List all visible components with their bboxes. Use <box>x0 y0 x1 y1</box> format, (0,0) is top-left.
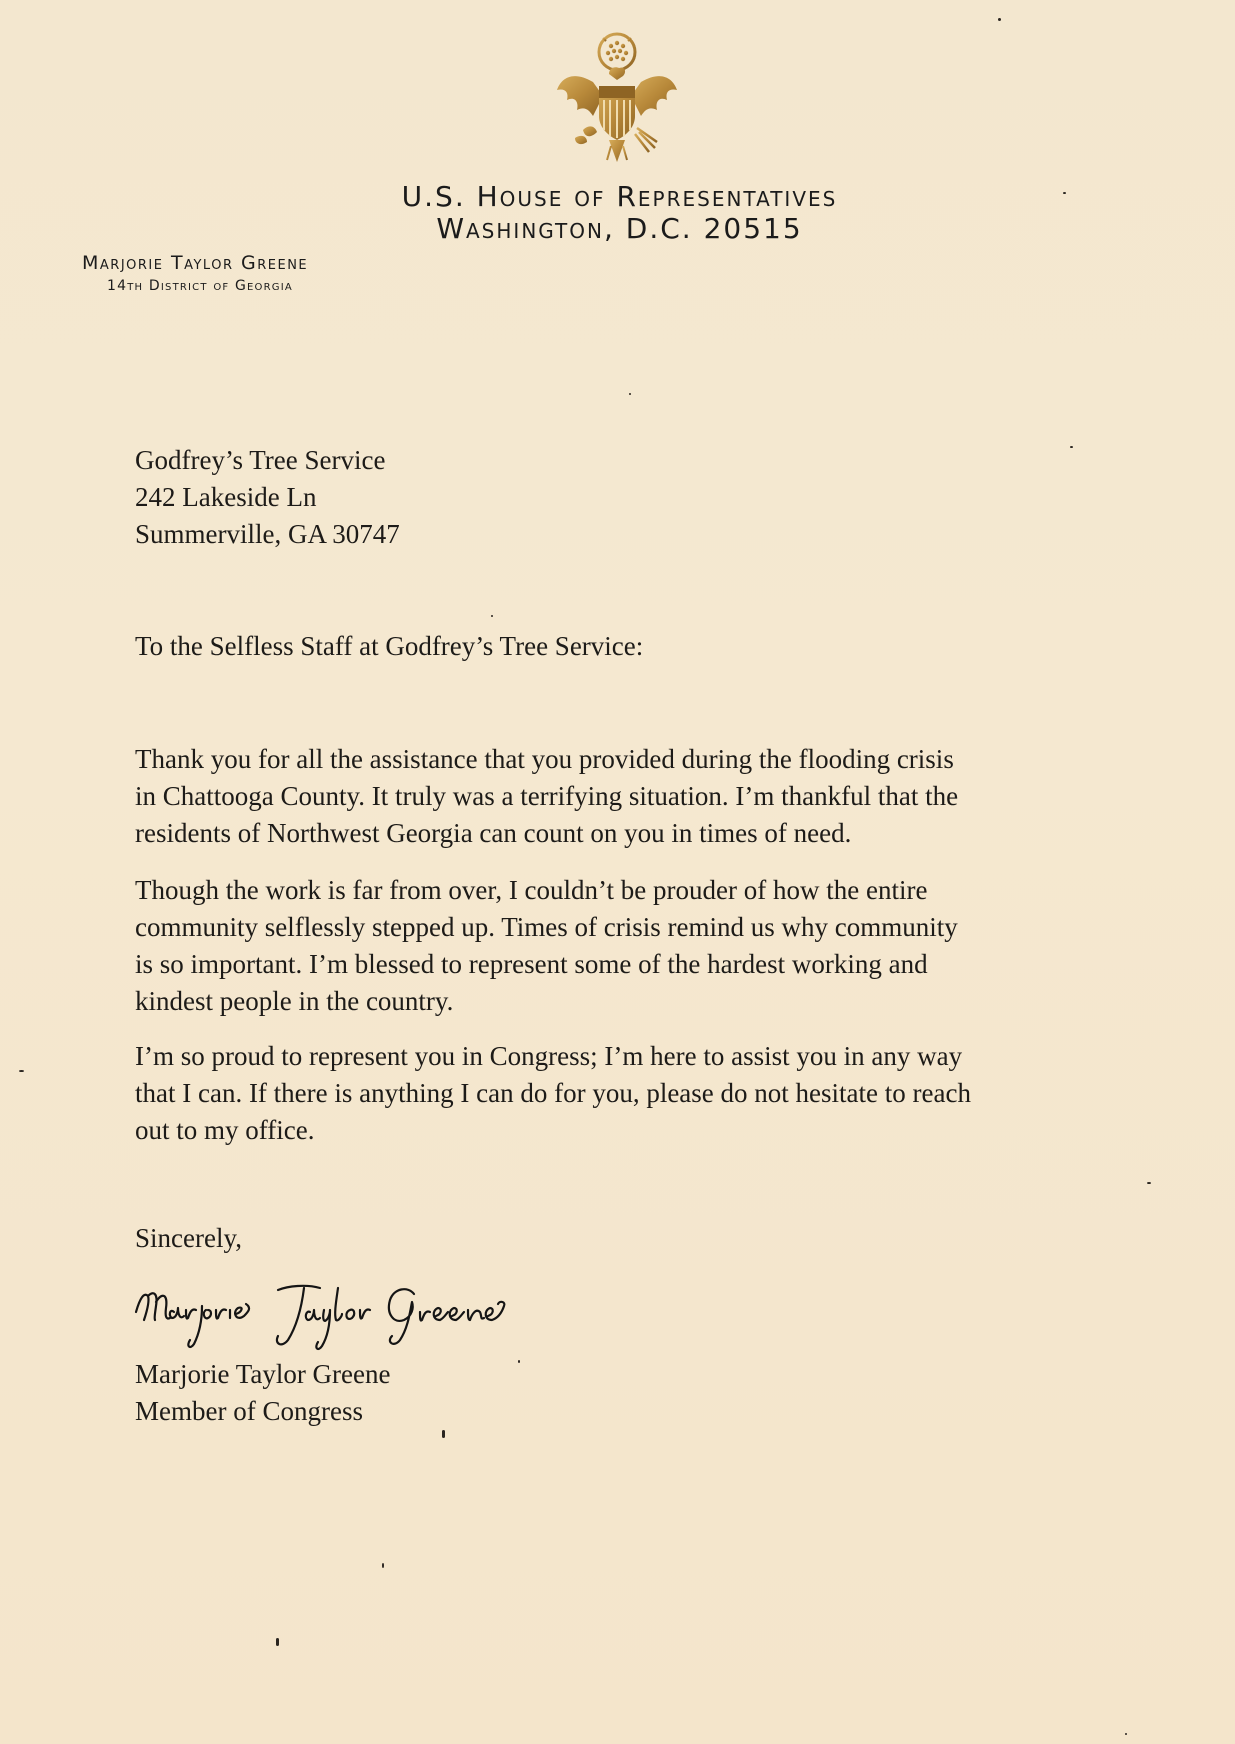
closing: Sincerely, <box>135 1223 242 1253</box>
body-p1-line-1: Thank you for all the assistance that you provided during the flooding crisis <box>135 744 954 774</box>
paper-speck <box>1063 192 1066 194</box>
member-name: Marjorie Taylor Greene <box>82 252 309 274</box>
paper-speck <box>1070 446 1073 448</box>
house-seal-icon <box>553 30 681 168</box>
paper-speck <box>276 1638 279 1646</box>
body-p1-line-2: in Chattooga County. It truly was a terrifying situation. I’m thankful that the <box>135 781 959 811</box>
recipient-line-3: Summerville, GA 30747 <box>135 519 400 549</box>
body-p2-line-1: Though the work is far from over, I couldn’t be prouder of how the entire <box>135 875 928 905</box>
body-p2-line-4: kindest people in the country. <box>135 986 454 1016</box>
paper-speck <box>1125 1733 1127 1735</box>
signer-title: Member of Congress <box>135 1396 363 1426</box>
paper-speck <box>382 1563 384 1568</box>
recipient-line-2: 242 Lakeside Ln <box>135 482 317 512</box>
recipient-line-1: Godfrey’s Tree Service <box>135 445 386 475</box>
body-p1-line-3: residents of Northwest Georgia can count on you in times of need. <box>135 818 852 848</box>
paper-speck <box>19 1070 24 1072</box>
paper-speck <box>1147 1182 1151 1184</box>
paper-speck <box>442 1430 445 1438</box>
letterhead-address: Washington, D.C. 20515 <box>436 212 803 245</box>
body-p2-line-3: is so important. I’m blessed to represent some of the hardest working and <box>135 949 928 979</box>
salutation: To the Selfless Staff at Godfrey’s Tree Service: <box>135 631 644 661</box>
paper-speck <box>518 1360 520 1363</box>
body-p3-line-2: that I can. If there is anything I can do for you, please do not hesitate to reach <box>135 1078 971 1108</box>
body-p2-line-2: community selflessly stepped up. Times of crisis remind us why community <box>135 912 958 942</box>
paper-speck <box>629 393 631 395</box>
body-p3-line-3: out to my office. <box>135 1115 315 1145</box>
letterhead-title: U.S. House of Representatives <box>401 180 838 213</box>
body-p3-line-1: I’m so proud to represent you in Congress; I’m here to assist you in any way <box>135 1041 963 1071</box>
paper-speck <box>491 615 493 617</box>
signer-name: Marjorie Taylor Greene <box>135 1359 391 1389</box>
handwritten-signature <box>128 1268 508 1358</box>
member-district: 14th District of Georgia <box>107 278 293 294</box>
paper-speck <box>998 18 1001 21</box>
